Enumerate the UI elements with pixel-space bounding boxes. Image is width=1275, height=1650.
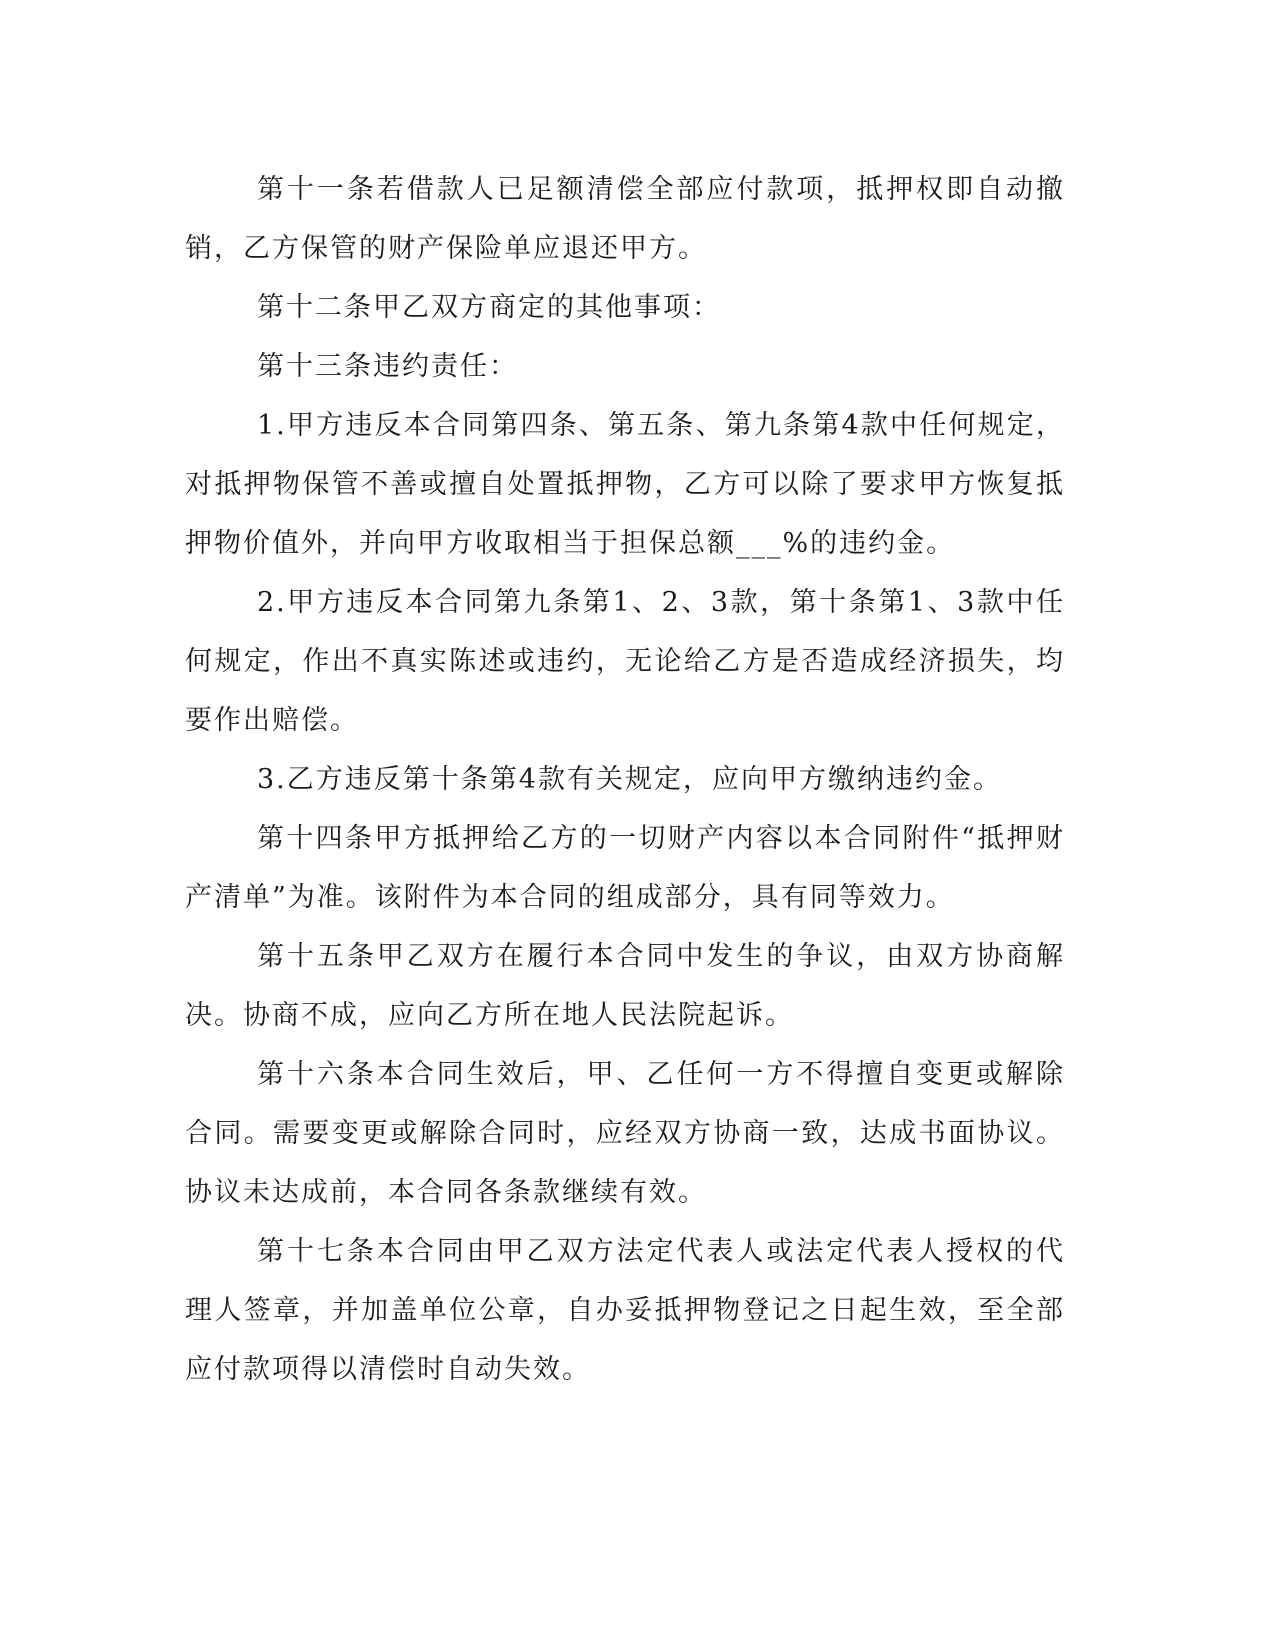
clause-17: 第十七条本合同由甲乙双方法定代表人或法定代表人授权的代理人签章，并加盖单位公章，自办妥抵押物登记之日起生效，至全部应付款项得以清偿时自动失效。 — [185, 1236, 1065, 1385]
clause-16: 第十六条本合同生效后，甲、乙任何一方不得擅自变更或解除合同。需要变更或解除合同时，应经双方协商一致，达成书面协议。协议未达成前，本合同各条款继续有效。 — [185, 1059, 1065, 1208]
clause-11: 第十一条若借款人已足额清偿全部应付款项，抵押权即自动撤销，乙方保管的财产保险单应退还甲方。 — [185, 174, 1065, 264]
contract-body — [185, 160, 1065, 1399]
clause-15: 第十五条甲乙双方在履行本合同中发生的争议，由双方协商解决。协商不成，应向乙方所在地人民法院起诉。 — [185, 941, 1065, 1031]
clause-13-item-2: 2.甲方违反本合同第九条第1、2、3款，第十条第1、3款中任何规定，作出不真实陈述或违约，无论给乙方是否造成经济损失，均要作出赔偿。 — [185, 587, 1065, 736]
clause-12: 第十二条甲乙双方商定的其他事项： — [257, 292, 721, 323]
clause-13: 第十三条违约责任： — [257, 351, 518, 382]
clause-13-item-1: 1.甲方违反本合同第四条、第五条、第九条第4款中任何规定，对抵押物保管不善或擅自处置抵押物，乙方可以除了要求甲方恢复抵押物价值外，并向甲方收取相当于担保总额___%的违约金。 — [185, 410, 1065, 559]
clause-13-item-3: 3.乙方违反第十条第4款有关规定，应向甲方缴纳违约金。 — [257, 764, 1002, 795]
clause-14: 第十四条甲方抵押给乙方的一切财产内容以本合同附件“抵押财产清单”为准。该附件为本合同的组成部分，具有同等效力。 — [185, 823, 1065, 913]
